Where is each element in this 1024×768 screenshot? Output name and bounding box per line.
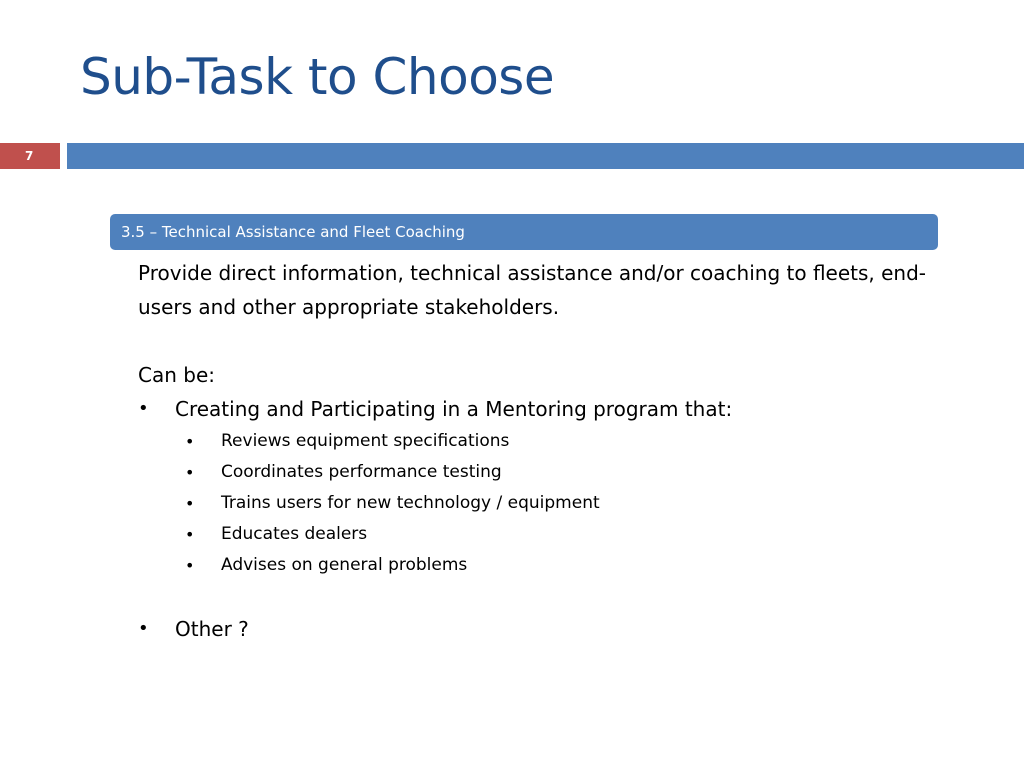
sub-bullet-item: • Advises on general problems	[175, 550, 928, 581]
slide-title: Sub-Task to Choose	[80, 48, 555, 106]
sub-list-container	[138, 426, 928, 581]
bullet-text: Creating and Participating in a Mentoring program that:	[175, 397, 733, 421]
sub-bullet-item: • Reviews equipment specifications	[175, 426, 928, 457]
section-description: Provide direct information, technical assistance and/or coaching to fleets, end-users and other appropriate stakeholders.	[138, 261, 927, 319]
slide-content	[138, 256, 928, 646]
can-be-label: Can be:	[138, 363, 215, 387]
section-header: 3.5 – Technical Assistance and Fleet Coaching	[110, 214, 938, 250]
sub-bullet-list	[138, 426, 928, 581]
sub-bullet-item: • Coordinates performance testing	[175, 457, 928, 488]
bullet-item-other	[138, 612, 928, 646]
slide-number: 7	[0, 143, 60, 169]
sub-bullet-item: • Educates dealers	[175, 519, 928, 550]
bullet-item	[138, 392, 928, 426]
title-divider-bar	[67, 143, 1024, 169]
sub-bullet-item: • Trains users for new technology / equipment	[175, 488, 928, 519]
bullet-text: Other ?	[175, 617, 249, 641]
bullet-list	[138, 392, 928, 646]
